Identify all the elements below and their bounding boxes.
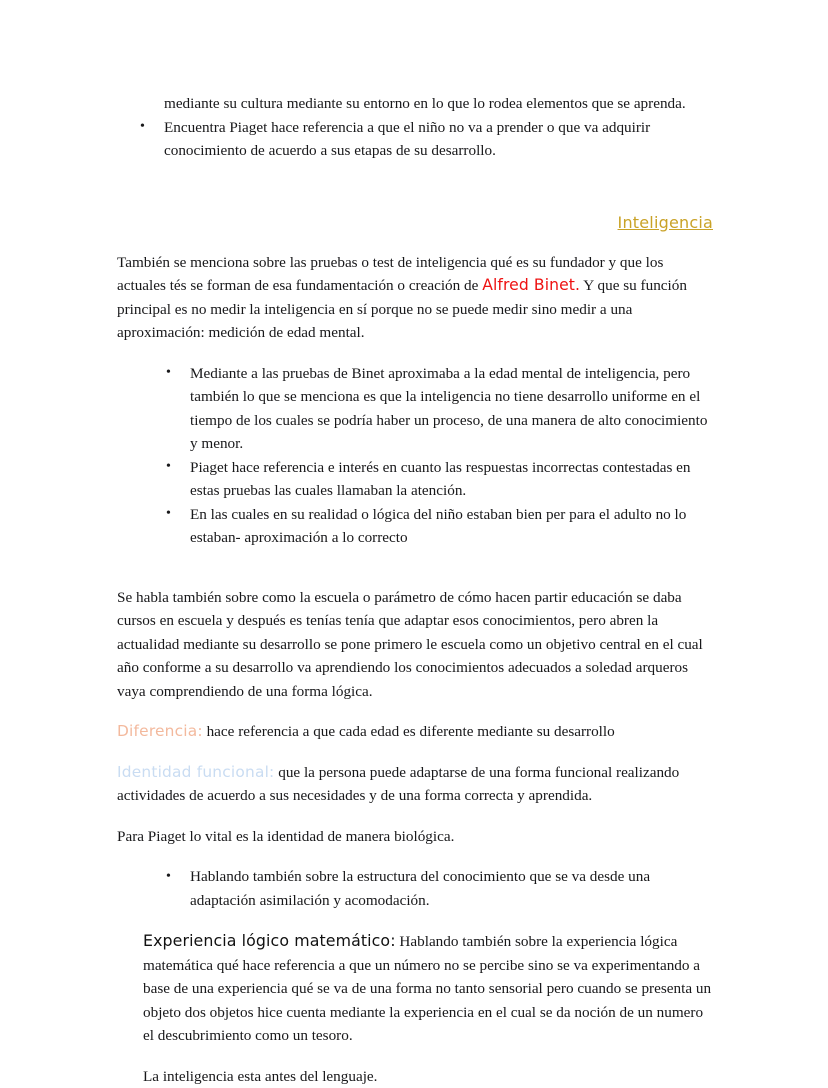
definition-identidad-text: que la persona puede adaptarse de una forma funcional realizando actividades de acuerdo a sus necesidades y de una forma correcta y aprendida. — [117, 764, 679, 805]
spacer — [117, 163, 713, 203]
spacer — [117, 744, 713, 761]
paragraph-pruebas-after: Y que su función principal es no medir la inteligencia en sí porque no se puede medir sino medir a una aproximación: medición de edad mental. — [117, 277, 687, 341]
spacer — [117, 577, 713, 586]
document-content — [117, 92, 713, 1088]
spacer — [117, 912, 713, 929]
paragraph-pruebas — [117, 251, 713, 345]
spacer — [117, 848, 713, 865]
paragraph-vital: Para Piaget lo vital es la identidad de manera biológica. — [117, 825, 713, 849]
spacer — [143, 1048, 713, 1065]
list-item: • Piaget hace referencia e interés en cuanto las respuestas incorrectas contestadas en estas pruebas las cuales llamaban la atención. — [117, 456, 713, 503]
definition-experiencia-logico-matematico — [143, 929, 713, 1048]
continuation-text: mediante su cultura mediante su entorno en lo que lo rodea elementos que se aprenda. — [117, 92, 713, 116]
label-diferencia: Diferencia: — [117, 722, 203, 740]
experiencia-block — [117, 929, 713, 1088]
list-item: • Encuentra Piaget hace referencia a que el niño no va a prender o que va adquirir conocimiento de acuerdo a sus etapas de su desarrollo. — [117, 116, 713, 163]
section-heading-text: Inteligencia — [618, 213, 713, 232]
spacer — [117, 808, 713, 825]
label-identidad-funcional: Identidad funcional: — [117, 763, 274, 781]
highlighted-name-alfred-binet: Alfred Binet. — [482, 276, 580, 294]
spacer — [117, 550, 713, 577]
definition-diferencia-text: hace referencia a que cada edad es diferente mediante su desarrollo — [203, 723, 615, 740]
spacer — [117, 234, 713, 251]
section-heading-inteligencia — [117, 212, 713, 234]
definition-experiencia-text: Hablando también sobre la experiencia lógica matemática qué hace referencia a que un número no se percibe sino se va experimentando a base de una experiencia qué se va de una forma no tanto sensorial pero cuando se presenta un objeto dos objetos hice cuenta mediante la experiencia en el cual se da noción de un numero el descubrimiento como un tesoro. — [143, 933, 711, 1044]
binet-bullet-list — [117, 362, 713, 550]
paragraph-final: La inteligencia esta antes del lenguaje. — [143, 1065, 713, 1088]
list-item: • En las cuales en su realidad o lógica del niño estaban bien per para el adulto no lo estaban- aproximación a lo correcto — [117, 503, 713, 550]
top-bullet-list — [117, 116, 713, 163]
list-item: • Mediante a las pruebas de Binet aproximaba a la edad mental de inteligencia, pero también lo que se menciona es que la inteligencia no tiene desarrollo uniforme en el tiempo de los cuales se podría haber un proceso, de una manera de alto conocimiento y menor. — [117, 362, 713, 456]
definition-diferencia — [117, 720, 713, 744]
spacer — [117, 703, 713, 720]
estructura-bullet-list — [117, 865, 713, 912]
paragraph-escuela: Se habla también sobre como la escuela o parámetro de cómo hacen partir educación se daba cursos en escuela y después es tenías tenía que adaptar esos conocimientos, pero abren la actualidad mediante su desarrollo se pone primero le escuela como un objetivo central en el cual año conforme a su desarrollo va aprendiendo los conocimientos adecuados a soledad arqueros vaya comprendiendo de una forma lógica. — [117, 586, 713, 704]
paragraph-pruebas-before: También se menciona sobre las pruebas o test de inteligencia qué es su fundador y que los actuales tés se forman de esa fundamentación o creación de — [117, 254, 663, 295]
definition-identidad-funcional — [117, 761, 713, 808]
spacer — [117, 345, 713, 362]
list-item: • Hablando también sobre la estructura del conocimiento que se va desde una adaptación asimilación y acomodación. — [117, 865, 713, 912]
label-experiencia-logico-matematico: Experiencia lógico matemático: — [143, 931, 396, 950]
spacer — [117, 203, 713, 212]
